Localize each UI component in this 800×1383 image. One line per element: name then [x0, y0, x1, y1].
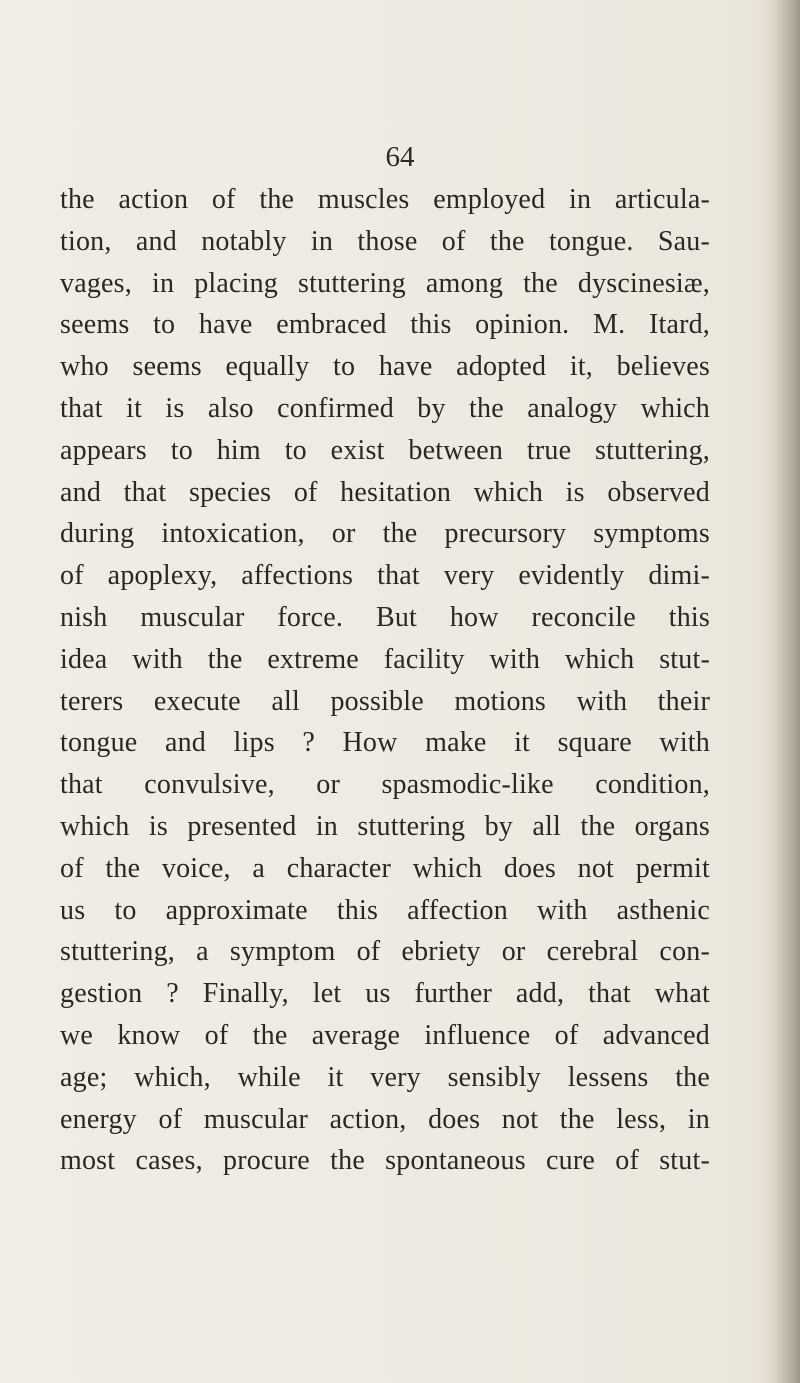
text-line: of the voice, a character which does not permit [60, 852, 710, 884]
text-line: tion, and notably in those of the tongue. Sau- [60, 225, 710, 257]
body-text [60, 179, 710, 1182]
text-line: terers execute all possible motions with their [60, 685, 710, 717]
text-line: vages, in placing stuttering among the dyscinesiæ, [60, 267, 710, 299]
text-line: of apoplexy, affections that very evidently dimi- [60, 560, 710, 592]
text-line: seems to have embraced this opinion. M. Itard, [60, 309, 710, 341]
text-line: the action of the muscles employed in articula- [60, 184, 710, 215]
text-line: who seems equally to have adopted it, believes [60, 351, 710, 383]
text-line: which is presented in stuttering by all the organs [60, 810, 710, 842]
text-line: during intoxication, or the precursory symptoms [60, 518, 710, 550]
text-line: age; which, while it very sensibly lessens the [60, 1061, 710, 1093]
text-line: most cases, procure the spontaneous cure of stut- [60, 1145, 710, 1177]
text-line: that it is also confirmed by the analogy which [60, 392, 710, 424]
page-number: 64 [385, 141, 415, 173]
text-line: appears to him to exist between true stuttering, [60, 434, 710, 466]
text-line: energy of muscular action, does not the less, in [60, 1103, 710, 1135]
text-line: stuttering, a symptom of ebriety or cerebral con- [60, 936, 710, 968]
text-line: gestion ? Finally, let us further add, that what [60, 978, 710, 1010]
text-line: tongue and lips ? How make it square with [60, 727, 710, 759]
text-line: us to approximate this affection with asthenic [60, 894, 710, 926]
text-line: idea with the extreme facility with which stut- [60, 643, 710, 675]
page-edge-shadow [758, 0, 800, 1383]
text-line: we know of the average influence of advanced [60, 1019, 710, 1051]
text-line: that convulsive, or spasmodic-like condition, [60, 769, 710, 801]
text-line: nish muscular force. But how reconcile this [60, 601, 710, 633]
text-line: and that species of hesitation which is observed [60, 476, 710, 508]
